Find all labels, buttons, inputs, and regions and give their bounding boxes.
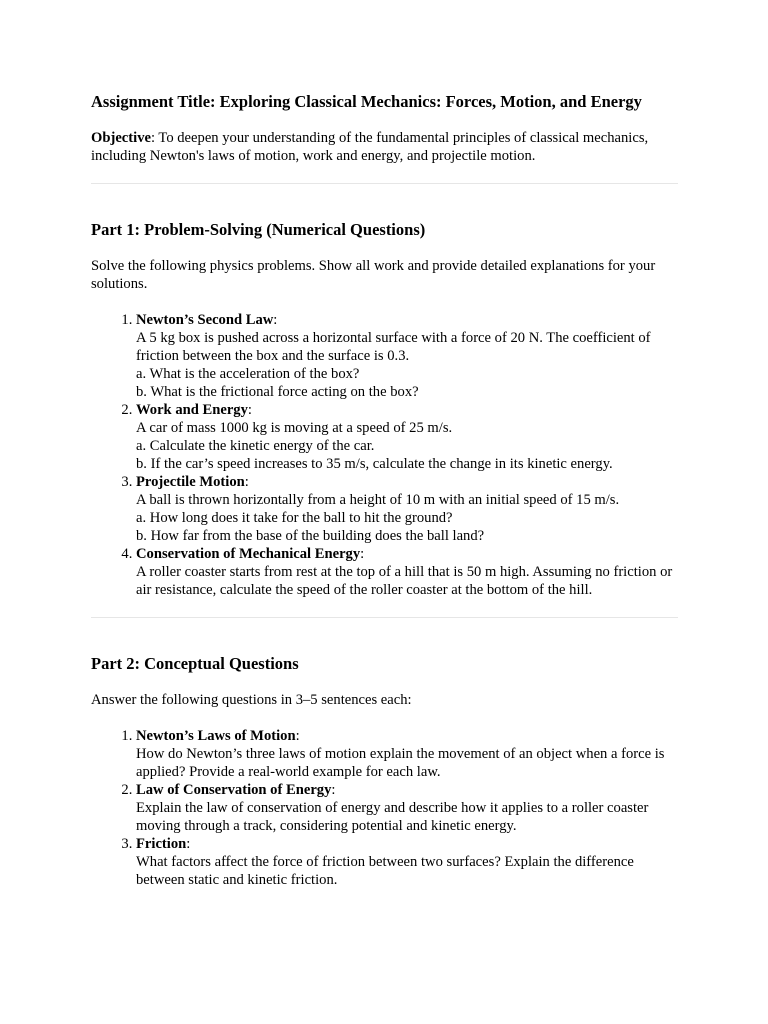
question-title: Projectile Motion — [136, 474, 245, 490]
section-divider-1 — [91, 183, 678, 184]
question-title: Work and Energy — [136, 402, 248, 418]
question-subpart: a. What is the acceleration of the box? — [136, 366, 360, 382]
objective-paragraph — [91, 129, 678, 165]
part2-question-list — [91, 727, 678, 889]
question-subpart: a. How long does it take for the ball to hit the ground? — [136, 510, 453, 526]
list-item: 3. Projectile Motion: A ball is thrown horizontally from a height of 10 m with an initial speed of 15 m/s. a. How long does it take for the ball to hit the ground? b. How far from the base of the building does the ball land? — [136, 473, 678, 545]
objective-label: Objective — [91, 130, 151, 146]
objective-text: : To deepen your understanding of the fundamental principles of classical mechanics, including Newton's laws of motion, work and energy, and projectile motion. — [91, 130, 649, 164]
list-item: 4. Conservation of Mechanical Energy: A roller coaster starts from rest at the top of a hill that is 50 m high. Assuming no friction or air resistance, calculate the speed of the roller coaster at the bottom of the hill. — [136, 545, 678, 599]
assignment-title: Assignment Title: Exploring Classical Mechanics: Forces, Motion, and Energy — [91, 92, 642, 111]
part2-intro: Answer the following questions in 3–5 sentences each: — [91, 692, 412, 708]
question-title: Law of Conservation of Energy — [136, 782, 332, 798]
list-item: 1. Newton’s Second Law: A 5 kg box is pushed across a horizontal surface with a force of 20 N. The coefficient of friction between the box and the surface is 0.3. a. What is the acceleration of the box? b. What is the frictional force acting on the box? — [136, 311, 678, 401]
list-item: 3. Friction: What factors affect the force of friction between two surfaces? Explain the difference between static and kinetic friction. — [136, 835, 678, 889]
question-title: Newton’s Second Law — [136, 312, 274, 328]
question-title: Newton’s Laws of Motion — [136, 728, 296, 744]
question-text: A roller coaster starts from rest at the top of a hill that is 50 m high. Assuming no friction or air resistance, calculate the speed of the roller coaster at the bottom of the hill. — [136, 564, 673, 598]
question-text: A car of mass 1000 kg is moving at a speed of 25 m/s. — [136, 420, 453, 436]
part2-heading: Part 2: Conceptual Questions — [91, 654, 299, 673]
question-text: Explain the law of conservation of energy and describe how it applies to a roller coaster moving through a track, considering potential and kinetic energy. — [136, 800, 649, 834]
part1-heading: Part 1: Problem-Solving (Numerical Questions) — [91, 220, 426, 239]
list-item: 2. Law of Conservation of Energy: Explain the law of conservation of energy and describe how it applies to a roller coaster moving through a track, considering potential and kinetic energy. — [136, 781, 678, 835]
question-title: Conservation of Mechanical Energy — [136, 546, 361, 562]
question-text: A 5 kg box is pushed across a horizontal surface with a force of 20 N. The coefficient of friction between the box and the surface is 0.3. — [136, 330, 651, 364]
question-title: Friction — [136, 836, 187, 852]
question-subpart: a. Calculate the kinetic energy of the car. — [136, 438, 375, 454]
list-item: 1. Newton’s Laws of Motion: How do Newton’s three laws of motion explain the movement of an object when a force is applied? Provide a real-world example for each law. — [136, 727, 678, 781]
section-divider-2 — [91, 617, 678, 618]
part1-intro: Solve the following physics problems. Show all work and provide detailed explanations for your solutions. — [91, 258, 656, 292]
question-subpart: b. What is the frictional force acting on the box? — [136, 384, 419, 400]
list-item: 2. Work and Energy: A car of mass 1000 kg is moving at a speed of 25 m/s. a. Calculate the kinetic energy of the car. b. If the car’s speed increases to 35 m/s, calculate the change in its kinetic energy. — [136, 401, 678, 473]
question-text: A ball is thrown horizontally from a height of 10 m with an initial speed of 15 m/s. — [136, 492, 620, 508]
question-subpart: b. How far from the base of the building does the ball land? — [136, 528, 485, 544]
question-subpart: b. If the car’s speed increases to 35 m/s, calculate the change in its kinetic energy. — [136, 456, 613, 472]
question-text: What factors affect the force of friction between two surfaces? Explain the difference between static and kinetic friction. — [136, 854, 634, 888]
question-text: How do Newton’s three laws of motion explain the movement of an object when a force is applied? Provide a real-world example for each law. — [136, 746, 665, 780]
part1-question-list — [91, 311, 678, 599]
